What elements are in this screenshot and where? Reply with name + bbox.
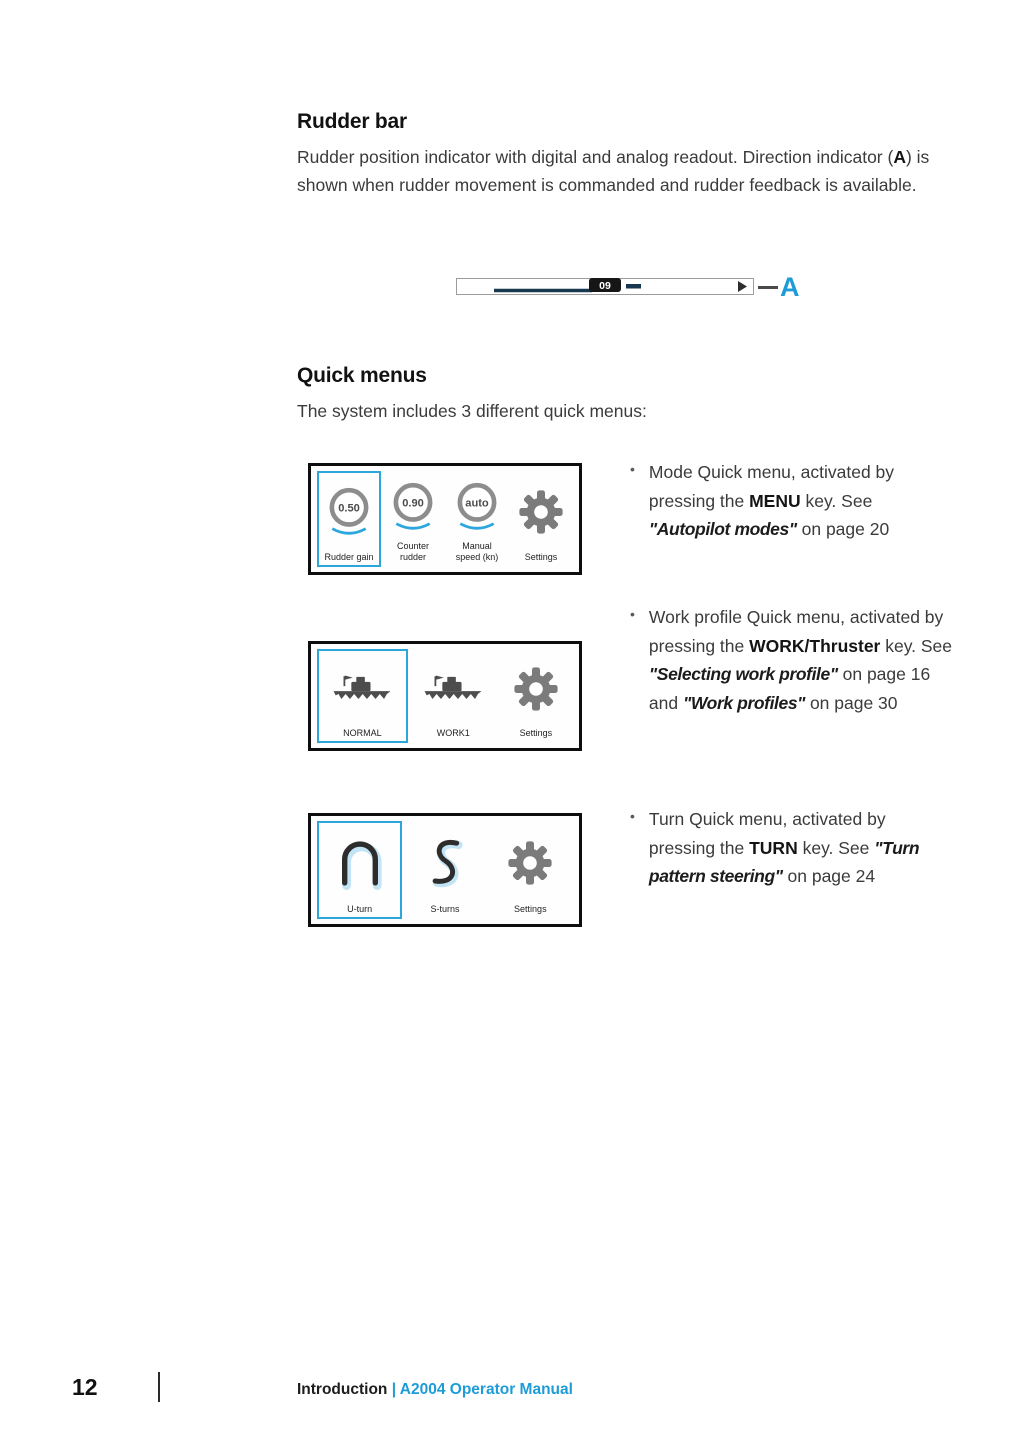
rudder-readout-value: 09 — [599, 279, 611, 292]
gear-icon — [506, 839, 554, 887]
gear-icon — [512, 665, 560, 713]
bullet-segment: Mode Quick menu, activated by pressing the — [648, 462, 895, 511]
u-turn-icon — [333, 836, 387, 890]
bullet-segment: key. See — [800, 490, 873, 511]
bullet-work-menu — [630, 603, 954, 718]
bullet-text — [649, 603, 954, 718]
rudder-bar-heading: Rudder bar — [297, 110, 408, 133]
dial-value: 0.50 — [338, 502, 360, 515]
rudder-bar-figure — [456, 274, 800, 301]
menu-item-label: Manual speed (kn) — [455, 540, 499, 562]
quick-menus-section — [297, 364, 959, 425]
footer-section: Introduction — [297, 1381, 388, 1398]
menu-item-rudder-gain — [317, 471, 381, 567]
bullet-segment: key. See — [797, 837, 875, 858]
menu-item-label: Counter rudder — [396, 540, 430, 562]
menu-item-label: Settings — [519, 727, 553, 738]
quick-menus-intro: The system includes 3 different quick menus: — [297, 401, 647, 421]
figure-callout-line — [758, 286, 778, 289]
footer-separator: | — [391, 1381, 397, 1398]
figure-label-a: A — [780, 272, 800, 302]
bullet-segment: key. See — [880, 635, 953, 656]
bullet-marker: • — [630, 606, 635, 622]
bullet-turn-menu — [630, 805, 954, 891]
menu-item-settings — [509, 471, 573, 567]
quick-menus-heading: Quick menus — [297, 364, 427, 387]
gear-icon — [517, 488, 565, 536]
menu-item-label: WORK1 — [436, 727, 470, 738]
bullet-segment-reference: "Work profiles" — [682, 693, 806, 714]
paragraph-segment: Rudder position indicator with digital and analog readout. Direction indicator ( — [297, 147, 894, 167]
bullet-segment: Work profile Quick menu, activated by pressing the — [648, 607, 944, 656]
menu-item-settings — [488, 821, 573, 919]
bullet-segment: on page 16 and — [648, 664, 931, 714]
dial-rudder-gain — [324, 476, 374, 549]
bullet-segment-reference: "Selecting work profile" — [648, 664, 838, 685]
menu-item-label: NORMAL — [343, 727, 382, 738]
dial-value: auto — [465, 497, 489, 510]
menu-item-label: Settings — [514, 903, 547, 914]
paragraph-segment: ) is shown when rudder movement is commanded and rudder feedback is available. — [297, 147, 930, 195]
menu-item-label: S-turns — [430, 903, 460, 914]
bullet-segment-bold: WORK/Thruster — [749, 635, 881, 656]
rudder-bar-graphic — [456, 275, 756, 301]
turn-quick-menu-figure — [308, 813, 582, 927]
bullet-segment-bold: TURN — [749, 837, 798, 858]
menu-item-work1 — [408, 649, 499, 743]
s-turns-icon — [426, 836, 464, 890]
boat-icon — [421, 669, 485, 709]
menu-item-s-turns — [402, 821, 487, 919]
bullet-marker: • — [630, 808, 635, 824]
bullet-mode-menu — [630, 458, 954, 544]
dial-icon — [388, 479, 438, 535]
dial-icon — [452, 479, 502, 535]
footer-divider — [158, 1372, 160, 1402]
rudder-bar-tick — [626, 284, 641, 289]
menu-item-normal — [317, 649, 408, 743]
bullet-segment: on page 20 — [796, 519, 890, 540]
menu-item-counter-rudder — [381, 471, 445, 567]
menu-item-settings — [499, 649, 573, 743]
menu-item-label: Rudder gain — [324, 551, 374, 562]
bullet-segment-reference: "Turn pattern steering" — [648, 837, 920, 887]
work-quick-menu-figure — [308, 641, 582, 751]
paragraph-segment-bold: A — [893, 147, 906, 167]
bullet-text — [649, 458, 954, 544]
menu-item-label: Settings — [524, 551, 558, 562]
bullet-segment: on page 24 — [782, 866, 876, 887]
bullet-segment: on page 30 — [805, 693, 898, 714]
footer-page-number: 12 — [72, 1374, 98, 1400]
boat-icon — [330, 669, 394, 709]
mode-quick-menu-figure — [308, 463, 582, 575]
dial-counter-rudder — [388, 476, 438, 538]
bullet-text — [649, 805, 954, 891]
dial-manual-speed — [452, 476, 502, 538]
menu-item-manual-speed — [445, 471, 509, 567]
bullet-marker: • — [630, 461, 635, 477]
dial-value: 0.90 — [402, 497, 424, 510]
bullet-segment-reference: "Autopilot modes" — [648, 519, 797, 540]
menu-item-u-turn — [317, 821, 402, 919]
bullet-segment: Turn Quick menu, activated by pressing the — [648, 809, 886, 858]
rudder-bar-paragraph — [297, 143, 959, 199]
bullet-segment-bold: MENU — [749, 490, 801, 511]
footer-text — [297, 1381, 573, 1399]
rudder-bar-section — [297, 110, 959, 199]
menu-item-label: U-turn — [347, 903, 373, 914]
dial-icon — [324, 484, 374, 540]
footer-title: A2004 Operator Manual — [399, 1381, 573, 1398]
